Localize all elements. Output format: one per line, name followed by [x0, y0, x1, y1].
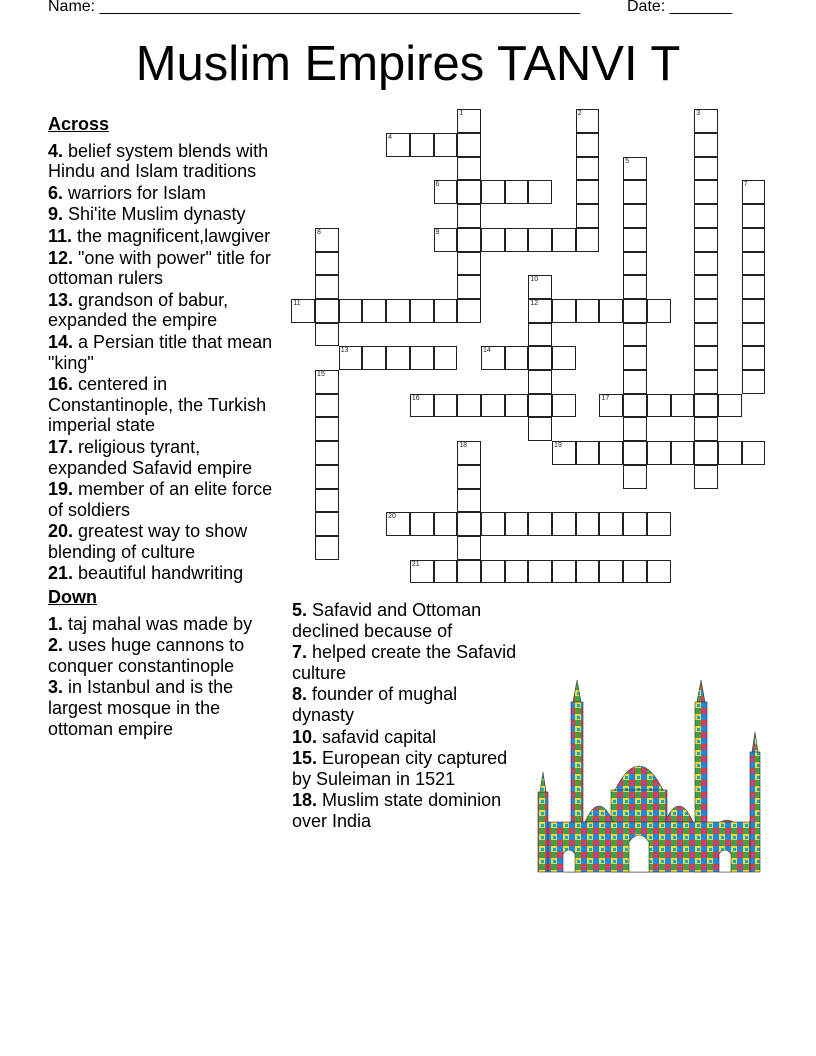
grid-cell[interactable]: [457, 180, 481, 204]
grid-cell[interactable]: [528, 299, 552, 323]
grid-cell[interactable]: [457, 512, 481, 536]
clue-number: 10.: [292, 726, 318, 747]
grid-cell[interactable]: [457, 299, 481, 323]
grid-cell[interactable]: [457, 157, 481, 181]
clue-text: a Persian title that mean "king": [48, 331, 273, 373]
grid-cell[interactable]: [718, 394, 742, 418]
grid-cell[interactable]: [552, 228, 576, 252]
grid-cell[interactable]: [599, 394, 623, 418]
grid-clue-number: 13: [340, 347, 349, 355]
grid-cell[interactable]: [576, 180, 600, 204]
grid-cell[interactable]: [457, 394, 481, 418]
clue-number: 14.: [48, 331, 74, 352]
clue-number: 15.: [292, 748, 318, 769]
clue-item: [292, 748, 524, 789]
grid-cell[interactable]: [599, 560, 623, 584]
grid-clue-number: 5: [625, 157, 630, 165]
grid-cell[interactable]: [694, 109, 718, 133]
grid-cell[interactable]: [694, 157, 718, 181]
clue-text: safavid capital: [322, 726, 437, 747]
grid-clue-number: 10: [530, 276, 539, 284]
grid-cell[interactable]: [457, 133, 481, 157]
grid-cell[interactable]: [694, 417, 718, 441]
grid-cell[interactable]: [457, 252, 481, 276]
grid-cell[interactable]: [386, 512, 410, 536]
grid-clue-number: 9: [435, 228, 440, 236]
grid-cell[interactable]: [434, 512, 458, 536]
mosque-illustration: [533, 672, 765, 878]
clue-item: [292, 642, 524, 683]
clue-number: 7.: [292, 642, 308, 663]
clues-right-column: [292, 600, 524, 833]
grid-cell[interactable]: [505, 180, 529, 204]
grid-cell[interactable]: [742, 370, 766, 394]
clues-left-column: [48, 112, 284, 740]
clue-number: 19.: [48, 479, 74, 500]
down-clue-list: [48, 614, 284, 740]
page-title: Muslim Empires TANVI T: [135, 37, 681, 91]
clue-item: [48, 332, 284, 373]
grid-cell[interactable]: [576, 560, 600, 584]
clue-text: religious tyrant, expanded Safavid empire: [48, 436, 253, 478]
grid-cell[interactable]: [552, 394, 576, 418]
clue-number: 4.: [48, 140, 64, 161]
grid-cell[interactable]: [694, 465, 718, 489]
grid-cell[interactable]: [528, 512, 552, 536]
clue-text: Safavid and Ottoman declined because of: [292, 600, 482, 641]
grid-cell[interactable]: [315, 512, 339, 536]
grid-clue-number: 4: [388, 134, 393, 142]
grid-cell[interactable]: [647, 560, 671, 584]
grid-cell[interactable]: [315, 370, 339, 394]
grid-cell[interactable]: [623, 370, 647, 394]
grid-cell[interactable]: [481, 512, 505, 536]
clue-number: 17.: [48, 436, 74, 457]
grid-cell[interactable]: [647, 441, 671, 465]
grid-cell[interactable]: [528, 180, 552, 204]
grid-clue-number: 18: [459, 442, 468, 450]
clue-number: 8.: [292, 684, 308, 705]
grid-clue-number: 11: [293, 299, 301, 307]
grid-cell[interactable]: [481, 394, 505, 418]
grid-cell[interactable]: [505, 560, 529, 584]
grid-cell[interactable]: [694, 323, 718, 347]
grid-cell[interactable]: [742, 252, 766, 276]
grid-cell[interactable]: [528, 275, 552, 299]
grid-cell[interactable]: [623, 560, 647, 584]
grid-cell[interactable]: [505, 228, 529, 252]
clue-text: European city captured by Suleiman in 1521: [292, 748, 508, 789]
grid-cell[interactable]: [457, 228, 481, 252]
grid-cell[interactable]: [623, 299, 647, 323]
grid-cell[interactable]: [315, 275, 339, 299]
clue-number: 1.: [48, 613, 64, 634]
grid-cell[interactable]: [434, 299, 458, 323]
grid-cell[interactable]: [315, 323, 339, 347]
clue-item: [48, 563, 284, 584]
grid-cell[interactable]: [528, 228, 552, 252]
grid-cell[interactable]: [623, 394, 647, 418]
grid-cell[interactable]: [434, 560, 458, 584]
clue-number: 21.: [48, 563, 74, 584]
grid-cell[interactable]: [552, 512, 576, 536]
grid-cell[interactable]: [694, 441, 718, 465]
grid-cell[interactable]: [552, 299, 576, 323]
grid-cell[interactable]: [694, 228, 718, 252]
grid-cell[interactable]: [718, 441, 742, 465]
grid-cell[interactable]: [694, 252, 718, 276]
grid-cell[interactable]: [742, 441, 766, 465]
clue-text: greatest way to show blending of culture: [48, 521, 248, 562]
grid-cell[interactable]: [623, 252, 647, 276]
clue-number: 11.: [48, 225, 73, 246]
across-clue-list: [48, 141, 284, 584]
grid-cell[interactable]: [742, 346, 766, 370]
grid-cell[interactable]: [647, 512, 671, 536]
grid-cell[interactable]: [623, 346, 647, 370]
clue-item: [48, 521, 284, 562]
grid-cell[interactable]: [528, 417, 552, 441]
clue-number: 16.: [48, 374, 74, 395]
clue-item: [48, 479, 284, 520]
grid-cell[interactable]: [742, 299, 766, 323]
grid-cell[interactable]: [362, 299, 386, 323]
grid-cell[interactable]: [552, 441, 576, 465]
clue-item: [48, 437, 284, 478]
grid-clue-number: 20: [388, 513, 396, 521]
grid-cell[interactable]: [434, 228, 458, 252]
clue-number: 6.: [48, 182, 64, 203]
grid-cell[interactable]: [481, 180, 505, 204]
clue-text: Muslim state dominion over India: [292, 790, 502, 831]
grid-cell[interactable]: [528, 370, 552, 394]
grid-cell[interactable]: [457, 204, 481, 228]
grid-cell[interactable]: [647, 299, 671, 323]
grid-cell[interactable]: [694, 346, 718, 370]
grid-cell[interactable]: [481, 560, 505, 584]
clue-number: 9.: [48, 204, 64, 225]
clue-text: in Istanbul and is the largest mosque in the ottoman empire: [48, 677, 234, 739]
grid-cell[interactable]: [528, 323, 552, 347]
clue-item: [48, 374, 284, 436]
grid-cell[interactable]: [434, 133, 458, 157]
clue-item: [48, 204, 284, 225]
grid-cell[interactable]: [315, 394, 339, 418]
grid-cell[interactable]: [315, 489, 339, 513]
grid-clue-number: 8: [317, 228, 321, 236]
grid-cell[interactable]: [694, 204, 718, 228]
grid-clue-number: 19: [554, 442, 562, 450]
across-heading: Across: [48, 114, 110, 134]
grid-clue-number: 12: [530, 299, 539, 307]
grid-cell[interactable]: [410, 346, 434, 370]
clue-text: helped create the Safavid culture: [292, 642, 517, 683]
grid-cell[interactable]: [694, 370, 718, 394]
clue-item: [48, 614, 284, 635]
grid-cell[interactable]: [315, 536, 339, 560]
clue-item: [48, 226, 284, 247]
date-field[interactable]: Date: _______: [627, 0, 732, 15]
grid-cell[interactable]: [623, 441, 647, 465]
grid-cell[interactable]: [576, 299, 600, 323]
clue-number: 12.: [48, 247, 74, 268]
grid-cell[interactable]: [623, 204, 647, 228]
grid-cell[interactable]: [694, 299, 718, 323]
clue-number: 3.: [48, 677, 64, 698]
grid-cell[interactable]: [576, 204, 600, 228]
grid-cell[interactable]: [623, 323, 647, 347]
grid-cell[interactable]: [410, 560, 434, 584]
grid-cell[interactable]: [457, 489, 481, 513]
clue-item: [48, 183, 284, 204]
grid-clue-number: 3: [696, 110, 701, 118]
grid-cell[interactable]: [528, 346, 552, 370]
grid-cell[interactable]: [623, 275, 647, 299]
grid-cell[interactable]: [457, 560, 481, 584]
grid-cell[interactable]: [505, 512, 529, 536]
grid-clue-number: 21: [411, 560, 420, 568]
grid-cell[interactable]: [599, 441, 623, 465]
grid-cell[interactable]: [742, 275, 766, 299]
clue-text: member of an elite force of soldiers: [48, 479, 273, 520]
clue-number: 13.: [48, 289, 74, 310]
name-field[interactable]: Name: ______________________________________________________: [48, 0, 581, 15]
grid-cell[interactable]: [457, 536, 481, 560]
grid-cell[interactable]: [505, 394, 529, 418]
clue-item: [48, 635, 284, 676]
grid-cell[interactable]: [386, 299, 410, 323]
grid-cell[interactable]: [576, 228, 600, 252]
grid-cell[interactable]: [576, 441, 600, 465]
grid-cell[interactable]: [410, 512, 434, 536]
grid-cell[interactable]: [291, 299, 315, 323]
grid-cell[interactable]: [410, 133, 434, 157]
clue-text: belief system blends with Hindu and Islam traditions: [48, 140, 269, 182]
grid-clue-number: 6: [435, 181, 440, 189]
grid-cell[interactable]: [315, 299, 339, 323]
grid-cell[interactable]: [457, 109, 481, 133]
grid-cell[interactable]: [386, 133, 410, 157]
grid-cell[interactable]: [552, 346, 576, 370]
grid-cell[interactable]: [576, 157, 600, 181]
grid-cell[interactable]: [410, 299, 434, 323]
grid-cell[interactable]: [552, 560, 576, 584]
grid-cell[interactable]: [599, 512, 623, 536]
clue-text: uses huge cannons to conquer constantinople: [48, 635, 245, 676]
grid-cell[interactable]: [742, 204, 766, 228]
grid-cell[interactable]: [339, 346, 363, 370]
grid-cell[interactable]: [694, 394, 718, 418]
grid-cell[interactable]: [623, 180, 647, 204]
grid-cell[interactable]: [599, 299, 623, 323]
grid-cell[interactable]: [623, 465, 647, 489]
grid-cell[interactable]: [623, 157, 647, 181]
grid-cell[interactable]: [671, 394, 695, 418]
clue-number: 2.: [48, 635, 64, 656]
clue-item: [292, 727, 524, 748]
grid-cell[interactable]: [623, 417, 647, 441]
grid-clue-number: 16: [411, 394, 420, 402]
clue-number: 20.: [48, 521, 74, 542]
clue-item: [292, 600, 524, 641]
grid-cell[interactable]: [434, 180, 458, 204]
grid-cell[interactable]: [742, 228, 766, 252]
clue-text: warriors for Islam: [68, 182, 207, 203]
grid-cell[interactable]: [576, 512, 600, 536]
grid-clue-number: 2: [577, 110, 582, 118]
clue-item: [48, 677, 284, 739]
grid-cell[interactable]: [315, 228, 339, 252]
grid-clue-number: 1: [459, 110, 464, 118]
clue-text: founder of mughal dynasty: [292, 684, 458, 725]
clue-text: Shi'ite Muslim dynasty: [68, 204, 246, 225]
grid-clue-number: 14: [482, 347, 491, 355]
grid-cell[interactable]: [481, 346, 505, 370]
grid-cell[interactable]: [528, 560, 552, 584]
grid-cell[interactable]: [434, 346, 458, 370]
grid-cell[interactable]: [386, 346, 410, 370]
grid-cell[interactable]: [671, 441, 695, 465]
clue-text: centered in Constantinople, the Turkish imperial state: [48, 374, 267, 436]
grid-cell[interactable]: [742, 323, 766, 347]
clue-text: beautiful handwriting: [78, 563, 244, 584]
grid-cell[interactable]: [576, 133, 600, 157]
grid-cell[interactable]: [623, 228, 647, 252]
grid-clue-number: 15: [317, 371, 325, 379]
grid-cell[interactable]: [339, 299, 363, 323]
grid-cell[interactable]: [576, 109, 600, 133]
grid-cell[interactable]: [694, 275, 718, 299]
down-heading: Down: [48, 587, 97, 608]
clue-text: grandson of babur, expanded the empire: [48, 289, 229, 331]
grid-cell[interactable]: [315, 465, 339, 489]
clue-item: [292, 684, 524, 725]
clue-text: taj mahal was made by: [68, 613, 253, 634]
grid-cell[interactable]: [481, 228, 505, 252]
clue-item: [48, 141, 284, 182]
grid-clue-number: 7: [743, 181, 748, 189]
clue-text: "one with power" title for ottoman rulers: [48, 247, 271, 289]
grid-cell[interactable]: [742, 180, 766, 204]
grid-cell[interactable]: [528, 394, 552, 418]
grid-cell[interactable]: [457, 275, 481, 299]
grid-cell[interactable]: [315, 417, 339, 441]
down-clue-list-continued: [292, 600, 524, 832]
grid-cell[interactable]: [505, 346, 529, 370]
clue-number: 5.: [292, 600, 308, 620]
clue-item: [292, 790, 524, 831]
clue-text: the magnificent,lawgiver: [77, 225, 271, 246]
grid-clue-number: 17: [601, 394, 610, 402]
grid-cell[interactable]: [623, 512, 647, 536]
grid-cell[interactable]: [315, 441, 339, 465]
grid-cell[interactable]: [434, 394, 458, 418]
clue-number: 18.: [292, 790, 318, 811]
grid-cell[interactable]: [315, 252, 339, 276]
grid-cell[interactable]: [457, 441, 481, 465]
clue-item: [48, 290, 284, 331]
clue-item: [48, 248, 284, 289]
grid-cell[interactable]: [647, 394, 671, 418]
grid-cell[interactable]: [410, 394, 434, 418]
grid-cell[interactable]: [457, 465, 481, 489]
grid-cell[interactable]: [694, 133, 718, 157]
grid-cell[interactable]: [694, 180, 718, 204]
grid-cell[interactable]: [362, 346, 386, 370]
